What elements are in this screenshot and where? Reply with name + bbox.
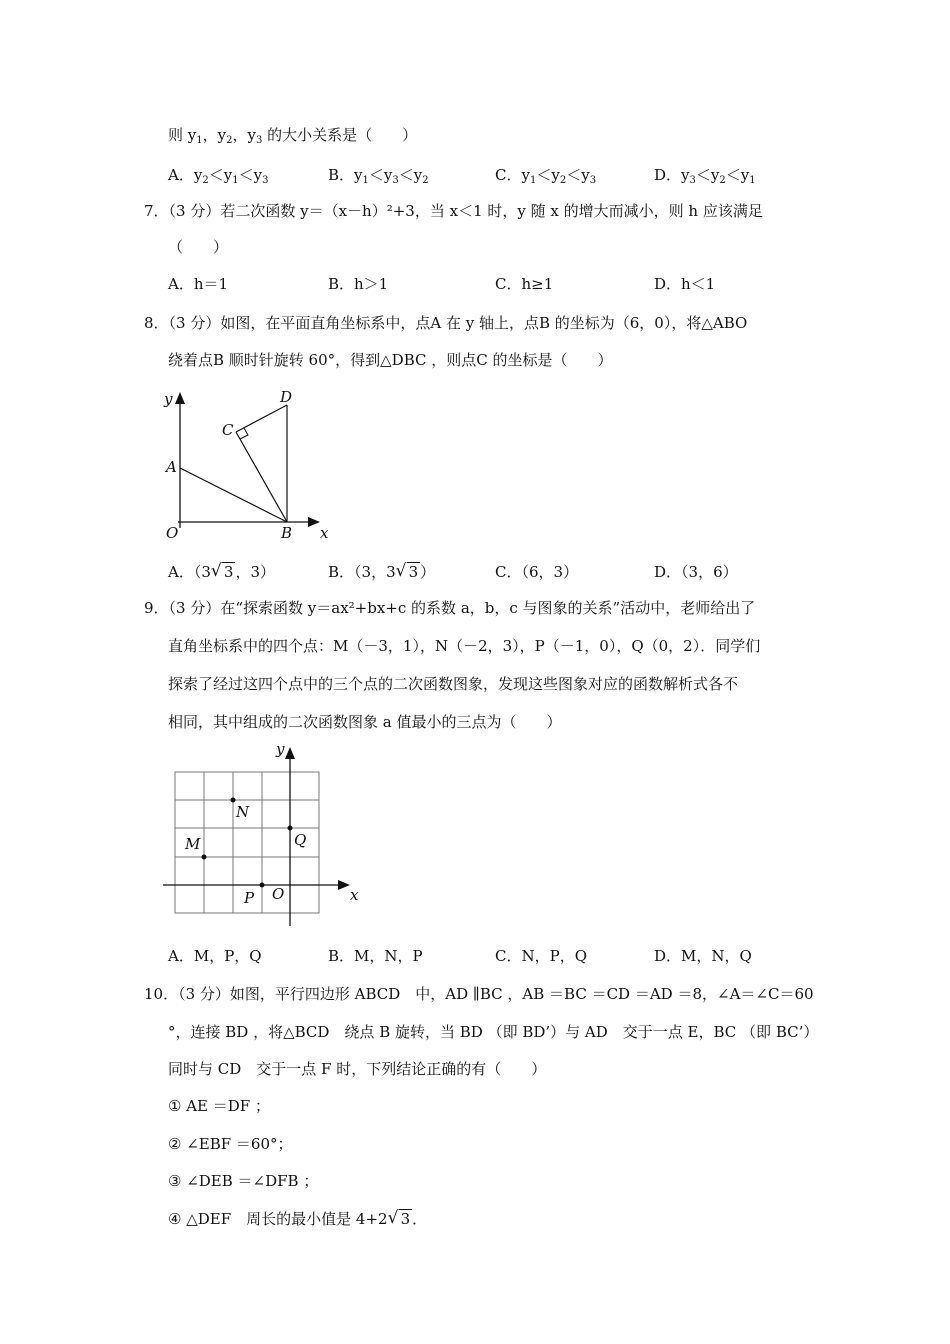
fig9-label-o: O [272, 885, 285, 903]
q7-option-c: C．h≥1 [495, 275, 554, 293]
q8-stem-line2: 绕着点B 顺时针旋转 60°，得到△DBC ，则点C 的坐标是（ ） [168, 351, 613, 369]
fig8-label-y: y [164, 390, 173, 408]
q9-stem-line2: 直角坐标系中的四个点：M（－3，1），N（－2，3），P（－1，0），Q（0，2）．同学们 [168, 637, 761, 655]
q9-option-b: B．M，N，P [328, 947, 423, 965]
q8-option-b: B．（3，3√ 3 ） [328, 561, 435, 582]
point-m [202, 855, 207, 860]
segment-AB [180, 468, 287, 522]
q9-stem-line1: 9．（3 分）在“探索函数 y＝ax²+bx+c 的系数 a，b，c 与图象的关系”活动中，老师给出了 [144, 599, 756, 617]
point-q [288, 826, 293, 831]
y-axis-arrow [285, 747, 295, 759]
q9-option-a: A．M，P，Q [168, 947, 262, 965]
q6-option-b: B．$y_1<y_3<y_2$ [328, 166, 429, 186]
q9-figure [160, 740, 370, 930]
fig9-label-y: y [276, 740, 285, 758]
q7-stem-line2: （ ） [168, 238, 229, 256]
q10-stem-line2: °，连接 BD ，将△BCD 绕点 B 旋转，当 BD （即 BD’）与 AD 交于一点 E，BC （即 BC’） [168, 1023, 819, 1041]
q6-option-d: D．$y_3<y_2<y_1$ [654, 166, 756, 186]
fig8-label-c: C [222, 421, 234, 439]
fig8-label-b: B [281, 524, 293, 542]
y-axis-arrow [175, 392, 185, 404]
q6-option-a: A．$y_2<y_1<y_3$ [168, 166, 269, 186]
fig9-label-m: M [185, 835, 201, 853]
q8-stem-line1: 8．（3 分）如图，在平面直角坐标系中，点A 在 y 轴上，点B 的坐标为（6，0），将△ABO [144, 314, 748, 332]
q9-option-c: C．N，P，Q [495, 947, 587, 965]
q7-stem-line1: 7．（3 分）若二次函数 y＝（x－h）²+3，当 x＜1 时，y 随 x 的增大而减小，则 h 应该满足 [144, 202, 763, 220]
q7-options [168, 273, 868, 295]
x-axis-arrow [338, 880, 350, 890]
q10-item-4: ④ △DEF 周长的最小值是 4+2√ 3 ． [168, 1208, 427, 1229]
fig8-label-a: A [166, 458, 177, 476]
x-axis-arrow [308, 517, 320, 527]
fig9-label-p: P [244, 889, 255, 907]
q10-item-2: ② ∠EBF ＝60°； [168, 1135, 293, 1153]
q8-option-d: D．（3，6） [654, 563, 738, 581]
fig8-label-o: O [166, 524, 179, 542]
q9-stem-line3: 探索了经过这四个点中的三个点的二次函数图象，发现这些图象对应的函数解析式各不 [168, 675, 739, 693]
point-p [260, 883, 265, 888]
segment-DC [236, 405, 287, 432]
fig8-label-x: x [320, 524, 329, 542]
point-n [231, 798, 236, 803]
q8-option-a: A．（3√ 3 ，3） [168, 561, 275, 582]
q6-option-c: C．$y_1<y_2<y_3$ [495, 166, 597, 186]
q9-options [168, 945, 868, 967]
q10-stem-line1: 10．（3 分）如图，平行四边形 ABCD 中，AD ∥BC ，AB ＝BC ＝CD ＝AD ＝8，∠A＝∠C＝60 [144, 985, 814, 1003]
q6-options [168, 164, 868, 186]
q9-option-d: D．M，N，Q [654, 947, 752, 965]
fig9-label-x: x [350, 886, 359, 904]
fig8-label-d: D [280, 388, 293, 406]
q10-stem-line3: 同时与 CD 交于一点 F 时，下列结论正确的有（ ） [168, 1060, 547, 1078]
fig9-label-n: N [236, 803, 250, 821]
q6-stem: 则 $y_1$，$y_2$，$y_3$ 的大小关系是（ ） [168, 126, 418, 146]
q7-option-d: D．h＜1 [654, 275, 716, 293]
q8-options [168, 561, 868, 583]
q8-option-c: C．（6，3） [495, 563, 579, 581]
q9-stem-line4: 相同，其中组成的二次函数图象 a 值最小的三点为（ ） [168, 713, 562, 731]
q7-option-a: A．h＝1 [168, 275, 229, 293]
q7-option-b: B．h＞1 [328, 275, 389, 293]
q10-item-3: ③ ∠DEB ＝∠DFB ； [168, 1172, 319, 1190]
fig9-label-q: Q [294, 831, 307, 849]
q8-figure [150, 380, 340, 550]
q10-item-1: ① AE ＝DF ； [168, 1097, 270, 1115]
